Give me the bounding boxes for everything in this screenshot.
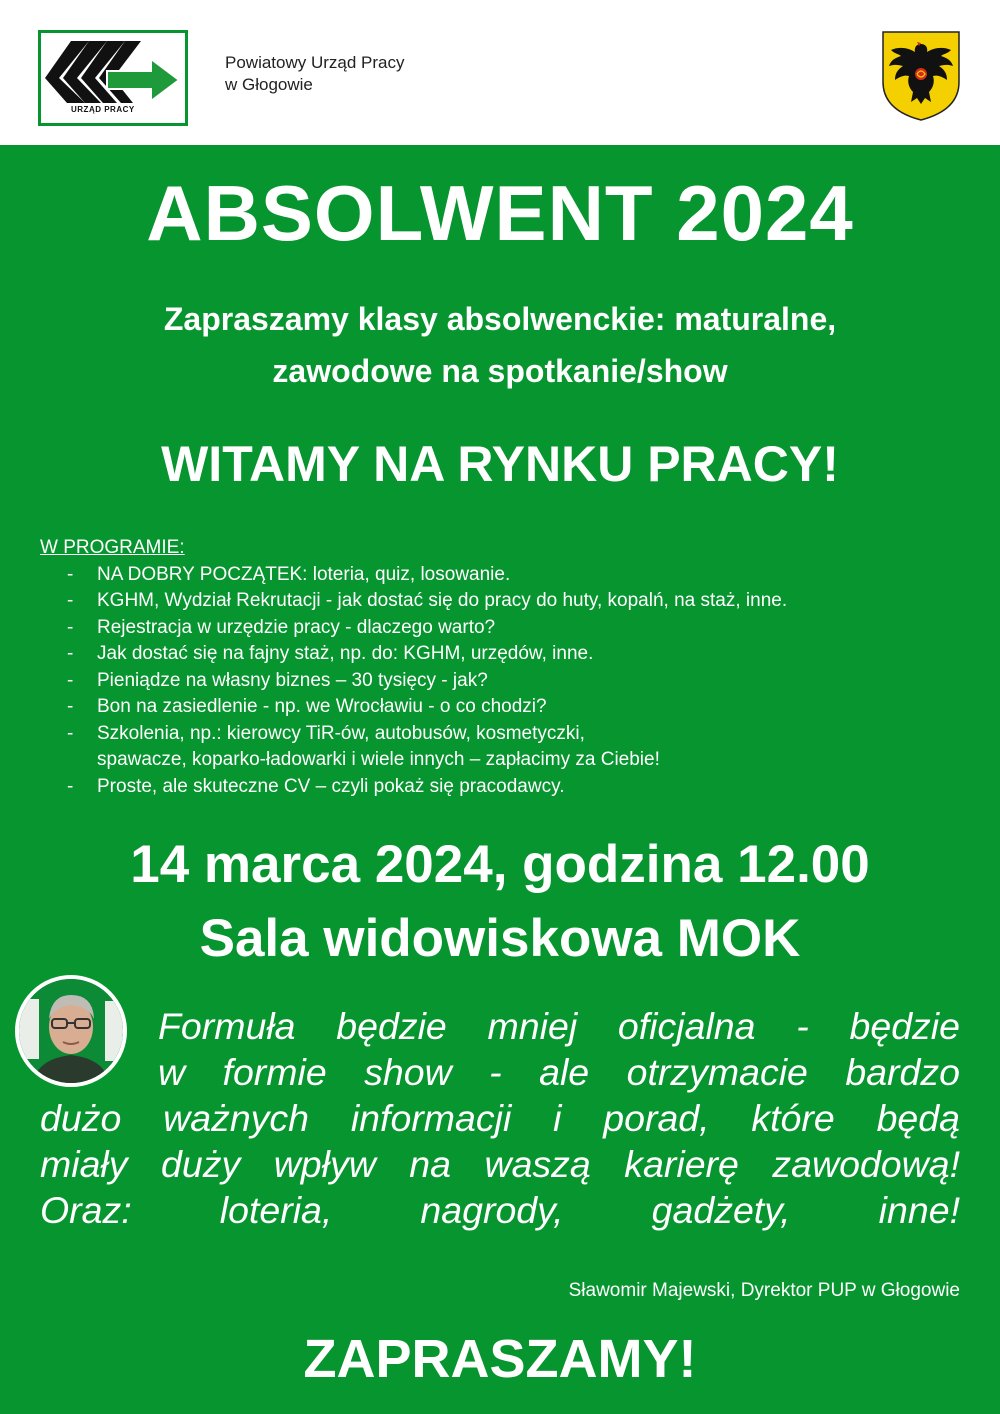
- office-name: [225, 52, 405, 96]
- list-dash: -: [67, 722, 74, 744]
- program-item: [40, 694, 970, 721]
- quote-line: Formuła będzie mniej oficjalna - będzie: [158, 1005, 960, 1047]
- program-heading: W PROGRAMIE:: [40, 537, 185, 558]
- quote-line: miały duży wpływ na waszą karierę zawodową!: [40, 1143, 960, 1185]
- list-dash: -: [67, 616, 74, 638]
- coat-of-arms-eagle-icon: [881, 30, 961, 122]
- event-date: 14 marca 2024, godzina 12.00: [130, 835, 870, 894]
- subtitle-line2: zawodowe na spotkanie/show: [272, 353, 728, 389]
- program-item: [40, 562, 970, 589]
- program-item-text: Jak dostać się na fajny staż, np. do: KGHM, urzędów, inne.: [97, 643, 594, 664]
- director-quote: [40, 1003, 960, 1233]
- list-dash: -: [67, 669, 74, 691]
- quote-line: dużo ważnych informacji i porad, które będą: [40, 1097, 960, 1139]
- quote-line: Oraz: loteria, nagrody, gadżety, inne!: [40, 1189, 960, 1231]
- program-item-text: Szkolenia, np.: kierowcy TiR-ów, autobusów, kosmetyczki,: [97, 722, 585, 744]
- program-item-text: Pieniądze na własny biznes – 30 tysięcy - jak?: [97, 669, 488, 691]
- program-item-text: Proste, ale skuteczne CV – czyli pokaż się pracodawcy.: [97, 775, 565, 797]
- logo-caption: URZĄD PRACY: [71, 105, 135, 114]
- list-dash: -: [67, 775, 74, 797]
- program-item-text: NA DOBRY POCZĄTEK: loteria, quiz, losowanie.: [97, 563, 511, 585]
- program-item-continuation: spawacze, koparko-ładowarki i wiele innych – zapłacimy za Ciebie!: [97, 749, 660, 770]
- quote-line: w formie show - ale otrzymacie bardzo: [158, 1051, 960, 1093]
- program-list: [40, 562, 970, 801]
- program-item: [40, 774, 970, 801]
- program-item: [40, 721, 970, 774]
- list-dash: -: [67, 696, 74, 717]
- list-dash: -: [67, 590, 74, 611]
- subtitle: [20, 293, 980, 397]
- program-item-text: Rejestracja w urzędzie pracy - dlaczego warto?: [97, 616, 496, 638]
- program-section: [40, 535, 970, 800]
- subtitle-line1: Zapraszamy klasy absolwenckie: maturalne,: [163, 301, 837, 337]
- list-dash: -: [67, 563, 74, 585]
- header-banner: [0, 0, 1000, 148]
- welcome-heading: WITAMY NA RYNKU PRACY!: [161, 436, 839, 492]
- program-item: [40, 588, 970, 615]
- poster-title: ABSOLWENT 2024: [146, 169, 854, 257]
- list-dash: -: [67, 643, 74, 664]
- office-name-line2: w Głogowie: [225, 75, 313, 94]
- signature: Sławomir Majewski, Dyrektor PUP w Głogowie: [568, 1280, 960, 1301]
- program-item-text: KGHM, Wydział Rekrutacji - jak dostać się do pracy do huty, kopalń, na staż, inne.: [97, 590, 788, 611]
- event-venue: Sala widowiskowa MOK: [199, 909, 801, 968]
- program-item-text: Bon na zasiedlenie - np. we Wrocławiu - o co chodzi?: [97, 696, 547, 717]
- urzad-pracy-logo: [38, 30, 188, 126]
- program-item: [40, 641, 970, 668]
- program-item: [40, 668, 970, 695]
- office-name-line1: Powiatowy Urząd Pracy: [225, 53, 405, 72]
- closing-invitation: ZAPRASZAMY!: [303, 1329, 697, 1389]
- program-item: [40, 615, 970, 642]
